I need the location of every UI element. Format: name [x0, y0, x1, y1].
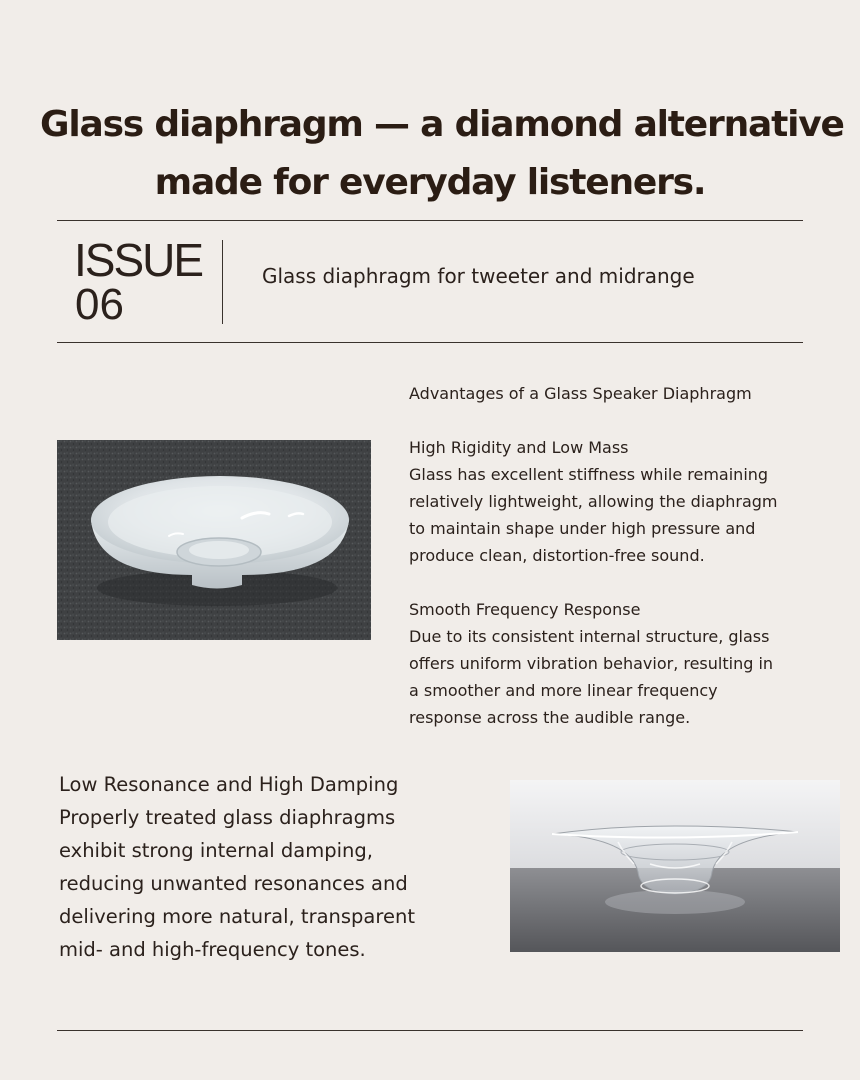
frequency-line: a smoother and more linear frequency: [409, 681, 718, 700]
resonance-line: reducing unwanted resonances and: [59, 872, 408, 895]
rigidity-line: Glass has excellent stiffness while remaining: [409, 465, 769, 484]
issue-number: 06: [75, 280, 124, 329]
advantages-heading: Advantages of a Glass Speaker Diaphragm: [409, 384, 752, 403]
issue-label: ISSUE: [74, 234, 203, 286]
resonance-line: exhibit strong internal damping,: [59, 839, 373, 862]
headline-line-2: made for everyday listeners.: [154, 162, 706, 203]
frequency-title: Smooth Frequency Response: [409, 600, 641, 619]
rigidity-line: to maintain shape under high pressure and: [409, 519, 756, 538]
frequency-line: response across the audible range.: [409, 708, 691, 727]
frequency-line: offers uniform vibration behavior, resulting in: [409, 654, 774, 673]
issue-bottom-divider: [57, 342, 803, 343]
advantages-column: [409, 380, 809, 731]
bottom-divider: [57, 1030, 803, 1031]
issue-subtitle: Glass diaphragm for tweeter and midrange: [262, 264, 695, 288]
glass-diaphragm-photo-top: [57, 440, 371, 640]
issue-vertical-divider: [222, 240, 223, 324]
top-divider: [57, 220, 803, 221]
rigidity-title: High Rigidity and Low Mass: [409, 438, 629, 457]
resonance-line: Properly treated glass diaphragms: [59, 806, 396, 829]
resonance-line: mid- and high-frequency tones.: [59, 938, 366, 961]
rigidity-line: produce clean, distortion-free sound.: [409, 546, 705, 565]
resonance-title: Low Resonance and High Damping: [59, 773, 399, 796]
resonance-line: delivering more natural, transparent: [59, 905, 415, 928]
resonance-block: [59, 768, 479, 966]
frequency-line: Due to its consistent internal structure, glass: [409, 627, 770, 646]
rigidity-line: relatively lightweight, allowing the diaphragm: [409, 492, 778, 511]
headline-line-1: Glass diaphragm — a diamond alternative: [40, 104, 844, 145]
glass-diaphragm-photo-bottom: [510, 780, 840, 952]
page-headline: [40, 96, 844, 212]
